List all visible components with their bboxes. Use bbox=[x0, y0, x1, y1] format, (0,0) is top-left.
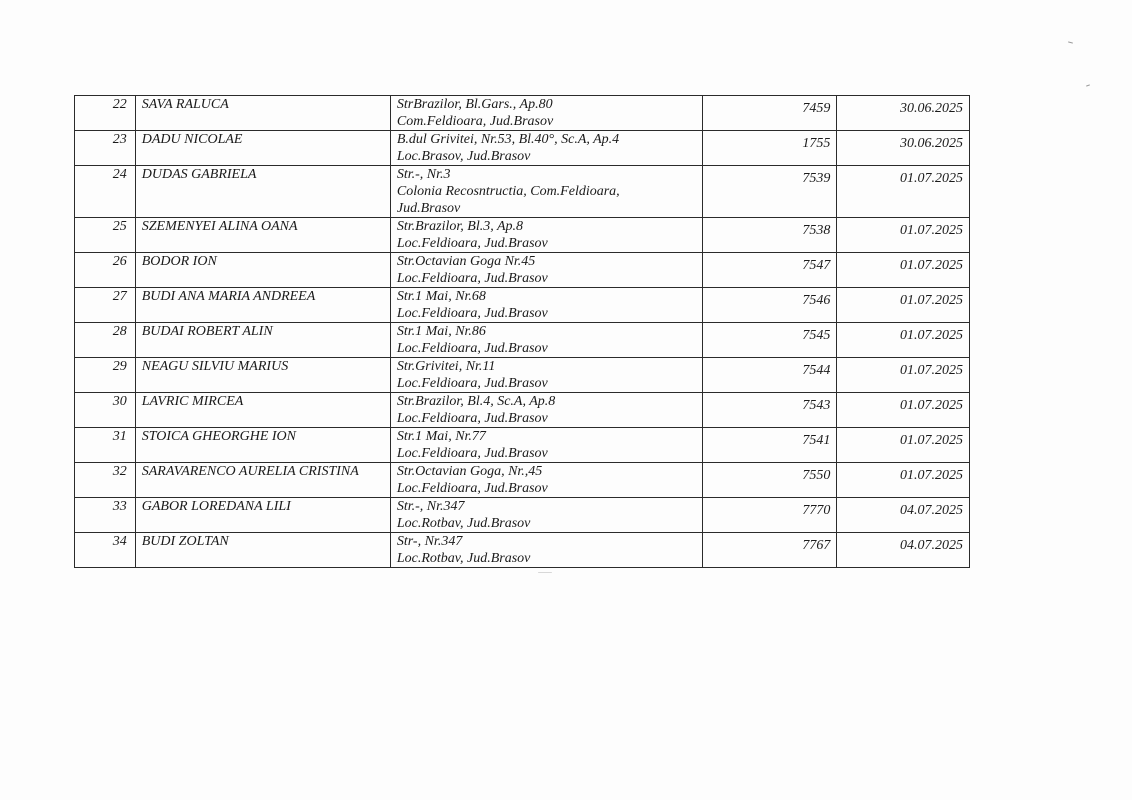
address-line: Str.Brazilor, Bl.4, Sc.A, Ap.8 bbox=[396, 394, 556, 409]
address-line: Str.Octavian Goga Nr.45 bbox=[396, 254, 536, 269]
address-line: Str.1 Mai, Nr.68 bbox=[396, 289, 486, 304]
address-cell bbox=[390, 393, 702, 428]
row-number: 32 bbox=[75, 463, 136, 498]
registration-date: 01.07.2025 bbox=[837, 428, 970, 463]
address-line: Loc.Feldioara, Jud.Brasov bbox=[396, 481, 548, 496]
registration-number: 7459 bbox=[702, 96, 837, 131]
person-name: GABOR LOREDANA LILI bbox=[135, 498, 390, 533]
table-row bbox=[75, 428, 970, 463]
registration-date: 01.07.2025 bbox=[837, 393, 970, 428]
table-row bbox=[75, 498, 970, 533]
address-line: Loc.Feldioara, Jud.Brasov bbox=[396, 341, 548, 356]
address-cell bbox=[390, 463, 702, 498]
address-cell bbox=[390, 323, 702, 358]
registration-number: 7547 bbox=[702, 253, 837, 288]
address-line: Com.Feldioara, Jud.Brasov bbox=[396, 114, 554, 129]
address-cell bbox=[390, 166, 702, 218]
row-number: 28 bbox=[75, 323, 136, 358]
row-number: 31 bbox=[75, 428, 136, 463]
person-name: STOICA GHEORGHE ION bbox=[135, 428, 390, 463]
registration-number: 7545 bbox=[702, 323, 837, 358]
row-number: 25 bbox=[75, 218, 136, 253]
registration-number: 7550 bbox=[702, 463, 837, 498]
address-line: Str.Octavian Goga, Nr.,45 bbox=[396, 464, 543, 479]
address-line: Loc.Brasov, Jud.Brasov bbox=[396, 149, 531, 164]
table-row bbox=[75, 96, 970, 131]
address-line: StrBrazilor, Bl.Gars., Ap.80 bbox=[396, 97, 553, 112]
registry-table bbox=[74, 95, 970, 568]
address-cell bbox=[390, 218, 702, 253]
table-row bbox=[75, 463, 970, 498]
registration-date: 01.07.2025 bbox=[837, 463, 970, 498]
registration-number: 7544 bbox=[702, 358, 837, 393]
address-line: Loc.Feldioara, Jud.Brasov bbox=[396, 446, 548, 461]
table-row bbox=[75, 218, 970, 253]
person-name: SAVA RALUCA bbox=[135, 96, 390, 131]
table-row bbox=[75, 131, 970, 166]
address-line: Loc.Feldioara, Jud.Brasov bbox=[396, 236, 548, 251]
table-row bbox=[75, 166, 970, 218]
scan-speck bbox=[1086, 84, 1090, 86]
registration-number: 7543 bbox=[702, 393, 837, 428]
address-line: Str.-, Nr.3 bbox=[396, 167, 451, 182]
address-line: B.dul Grivitei, Nr.53, Bl.40°, Sc.A, Ap.4 bbox=[396, 132, 620, 147]
person-name: DUDAS GABRIELA bbox=[135, 166, 390, 218]
registration-number: 7767 bbox=[702, 533, 837, 568]
person-name: BODOR ION bbox=[135, 253, 390, 288]
address-line: Colonia Recosntructia, Com.Feldioara, bbox=[396, 184, 620, 199]
person-name: LAVRIC MIRCEA bbox=[135, 393, 390, 428]
address-line: Loc.Feldioara, Jud.Brasov bbox=[396, 376, 548, 391]
address-line: Loc.Feldioara, Jud.Brasov bbox=[396, 271, 548, 286]
registration-date: 01.07.2025 bbox=[837, 166, 970, 218]
registration-number: 7770 bbox=[702, 498, 837, 533]
registration-date: 04.07.2025 bbox=[837, 498, 970, 533]
scan-speck bbox=[1068, 41, 1073, 43]
address-line: Str.Grivitei, Nr.11 bbox=[396, 359, 496, 374]
address-cell bbox=[390, 428, 702, 463]
person-name: BUDAI ROBERT ALIN bbox=[135, 323, 390, 358]
row-number: 23 bbox=[75, 131, 136, 166]
address-line: Loc.Feldioara, Jud.Brasov bbox=[396, 411, 548, 426]
address-line: Str.1 Mai, Nr.77 bbox=[396, 429, 486, 444]
address-line: Jud.Brasov bbox=[396, 201, 461, 216]
registration-date: 01.07.2025 bbox=[837, 323, 970, 358]
person-name: SARAVARENCO AURELIA CRISTINA bbox=[135, 463, 390, 498]
registration-number: 1755 bbox=[702, 131, 837, 166]
address-line: Str-, Nr.347 bbox=[396, 534, 463, 549]
address-line: Loc.Feldioara, Jud.Brasov bbox=[396, 306, 548, 321]
address-cell bbox=[390, 358, 702, 393]
registration-date: 01.07.2025 bbox=[837, 358, 970, 393]
registration-date: 01.07.2025 bbox=[837, 218, 970, 253]
row-number: 22 bbox=[75, 96, 136, 131]
table-row bbox=[75, 533, 970, 568]
row-number: 33 bbox=[75, 498, 136, 533]
table-row bbox=[75, 323, 970, 358]
registration-date: 30.06.2025 bbox=[837, 131, 970, 166]
row-number: 27 bbox=[75, 288, 136, 323]
address-line: Str.Brazilor, Bl.3, Ap.8 bbox=[396, 219, 524, 234]
address-line: Loc.Rotbav, Jud.Brasov bbox=[396, 516, 531, 531]
person-name: BUDI ZOLTAN bbox=[135, 533, 390, 568]
address-line: Str.-, Nr.347 bbox=[396, 499, 465, 514]
person-name: SZEMENYEI ALINA OANA bbox=[135, 218, 390, 253]
registration-date: 30.06.2025 bbox=[837, 96, 970, 131]
registration-number: 7541 bbox=[702, 428, 837, 463]
registration-number: 7539 bbox=[702, 166, 837, 218]
table-row bbox=[75, 253, 970, 288]
row-number: 29 bbox=[75, 358, 136, 393]
person-name: DADU NICOLAE bbox=[135, 131, 390, 166]
row-number: 34 bbox=[75, 533, 136, 568]
table-row bbox=[75, 393, 970, 428]
address-cell bbox=[390, 533, 702, 568]
address-cell bbox=[390, 131, 702, 166]
row-number: 24 bbox=[75, 166, 136, 218]
table-row bbox=[75, 288, 970, 323]
registration-number: 7546 bbox=[702, 288, 837, 323]
row-number: 30 bbox=[75, 393, 136, 428]
person-name: BUDI ANA MARIA ANDREEA bbox=[135, 288, 390, 323]
address-cell bbox=[390, 96, 702, 131]
registration-date: 01.07.2025 bbox=[837, 288, 970, 323]
address-cell bbox=[390, 253, 702, 288]
address-cell bbox=[390, 288, 702, 323]
registration-number: 7538 bbox=[702, 218, 837, 253]
address-cell bbox=[390, 498, 702, 533]
person-name: NEAGU SILVIU MARIUS bbox=[135, 358, 390, 393]
scan-speck bbox=[538, 572, 552, 573]
address-line: Loc.Rotbav, Jud.Brasov bbox=[396, 551, 531, 566]
address-line: Str.1 Mai, Nr.86 bbox=[396, 324, 486, 339]
registration-date: 01.07.2025 bbox=[837, 253, 970, 288]
registration-date: 04.07.2025 bbox=[837, 533, 970, 568]
row-number: 26 bbox=[75, 253, 136, 288]
table-row bbox=[75, 358, 970, 393]
